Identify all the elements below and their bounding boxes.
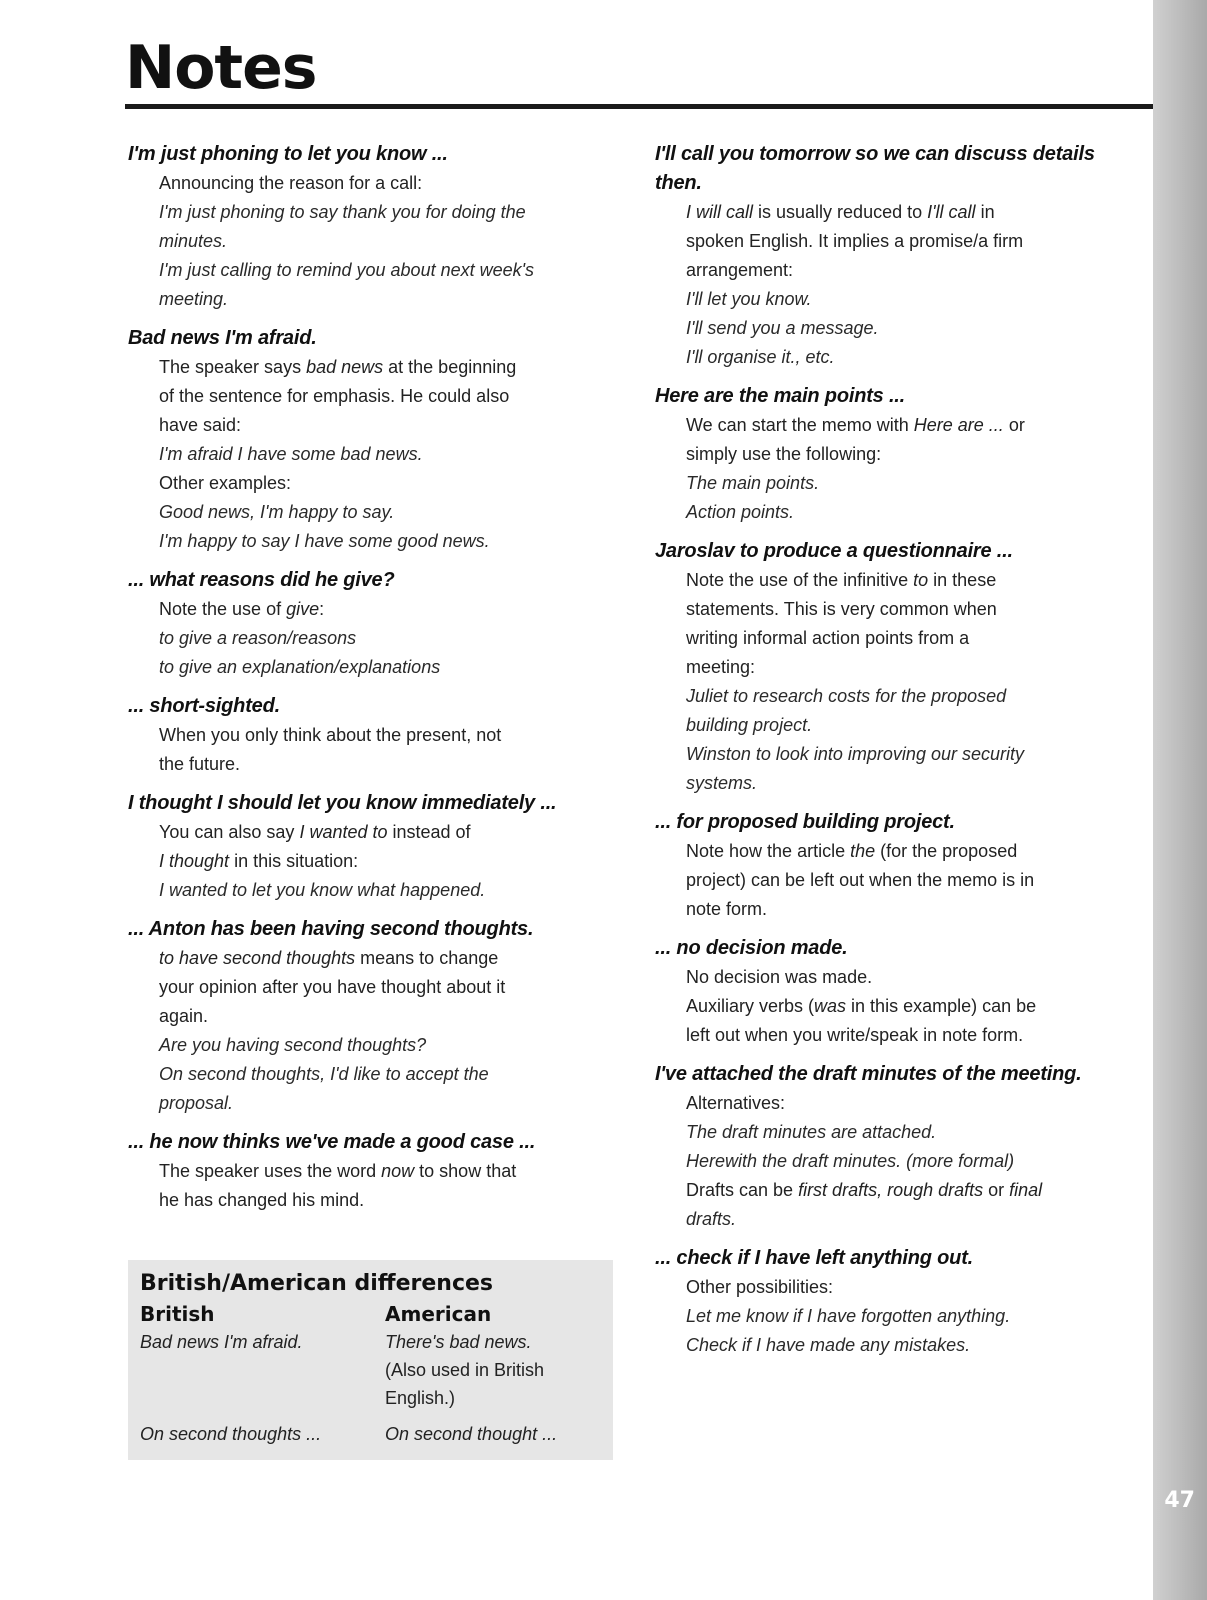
text-run: meeting: — [686, 657, 756, 677]
text-run: to show that — [414, 1161, 517, 1181]
explanation-line — [159, 750, 613, 779]
title-rule — [125, 104, 1155, 109]
note-body — [128, 169, 613, 314]
example-line: I'm just calling to remind you about next week's — [159, 260, 535, 280]
explanation-line — [159, 944, 613, 973]
note-block — [128, 789, 613, 905]
column-header-american: American — [385, 1302, 492, 1326]
text-run: in this example) can be — [846, 996, 1037, 1016]
american-cell — [385, 1420, 605, 1448]
text-run: (for the proposed — [875, 841, 1018, 861]
text-run: note form. — [686, 899, 768, 919]
example-line: drafts. — [686, 1209, 737, 1229]
italic-term: Here are ... — [913, 415, 1004, 435]
explanation-line — [686, 411, 1130, 440]
british-cell: Bad news I'm afraid. — [140, 1332, 303, 1352]
italic-term: bad news — [306, 357, 384, 377]
american-line: On second thought ... — [385, 1424, 558, 1444]
explanation-line — [159, 169, 613, 198]
note-heading: Bad news I'm afraid. — [128, 327, 317, 349]
note-heading: I thought I should let you know immediately ... — [128, 792, 557, 814]
text-run: at the beginning — [383, 357, 517, 377]
note-body — [128, 353, 613, 556]
note-heading: ... for proposed building project. — [655, 811, 955, 833]
text-run: Other examples: — [159, 473, 292, 493]
american-line: English.) — [385, 1388, 456, 1408]
text-run: of the sentence for emphasis. He could also — [159, 386, 510, 406]
example-line: Winston to look into improving our security — [686, 744, 1024, 764]
text-run: means to change — [355, 948, 499, 968]
example-line: The draft minutes are attached. — [686, 1122, 937, 1142]
text-run: Drafts can be — [686, 1180, 799, 1200]
explanation-line — [686, 992, 1130, 1021]
american-line: (Also used in British — [385, 1360, 545, 1380]
explanation-line — [686, 198, 1130, 227]
example-line: I'm just phoning to say thank you for doing the — [159, 202, 526, 222]
differences-table — [140, 1300, 601, 1448]
text-run: The speaker uses the word — [159, 1161, 382, 1181]
explanation-line — [686, 1273, 1130, 1302]
note-body — [655, 566, 1130, 798]
text-run: or — [983, 1180, 1010, 1200]
text-run: spoken English. It implies a promise/a firm — [686, 231, 1024, 251]
explanation-line — [686, 1089, 1130, 1118]
example-line: I'll send you a message. — [686, 318, 879, 338]
explanation-line — [686, 566, 1130, 595]
italic-term: was — [814, 996, 847, 1016]
note-block — [655, 1244, 1130, 1360]
italic-term: first drafts, rough drafts — [798, 1180, 984, 1200]
example-line: Herewith the draft minutes. (more formal) — [686, 1151, 1015, 1171]
italic-term: final — [1009, 1180, 1043, 1200]
example-line: meeting. — [159, 289, 229, 309]
italic-term: to have second thoughts — [159, 948, 356, 968]
text-run: Note how the article — [686, 841, 851, 861]
text-run: left out when you write/speak in note form. — [686, 1025, 1024, 1045]
explanation-line — [686, 256, 1130, 285]
note-block — [128, 324, 613, 556]
italic-term: I'll call — [927, 202, 976, 222]
example-line: to give a reason/reasons — [159, 628, 357, 648]
text-run: project) can be left out when the memo is in — [686, 870, 1035, 890]
text-run: Note the use of the infinitive — [686, 570, 914, 590]
column-header-british: British — [140, 1302, 215, 1326]
note-body — [655, 411, 1130, 527]
text-run: No decision was made. — [686, 967, 873, 987]
note-block — [655, 382, 1130, 527]
text-run: have said: — [159, 415, 242, 435]
note-block — [655, 1060, 1130, 1234]
explanation-line — [159, 595, 613, 624]
note-body — [128, 944, 613, 1118]
example-line: systems. — [686, 773, 758, 793]
text-run: again. — [159, 1006, 209, 1026]
right-column — [655, 140, 1130, 1370]
british-cell: On second thoughts ... — [140, 1424, 322, 1444]
example-line: minutes. — [159, 231, 228, 251]
american-line: There's bad news. — [385, 1332, 532, 1352]
text-run: Auxiliary verbs ( — [686, 996, 815, 1016]
italic-term: give — [286, 599, 320, 619]
note-body — [655, 963, 1130, 1050]
explanation-line — [686, 1021, 1130, 1050]
explanation-line — [159, 973, 613, 1002]
text-run: Note the use of — [159, 599, 287, 619]
explanation-line — [686, 837, 1130, 866]
text-run: in this situation: — [229, 851, 359, 871]
example-line: I'll let you know. — [686, 289, 812, 309]
page-edge-strip — [1153, 0, 1207, 1600]
note-block — [128, 566, 613, 682]
explanation-line — [159, 411, 613, 440]
note-body — [128, 1157, 613, 1215]
italic-term: I wanted to — [299, 822, 388, 842]
note-body — [655, 198, 1130, 372]
example-line: I'm afraid I have some bad news. — [159, 444, 423, 464]
example-line: I wanted to let you know what happened. — [159, 880, 486, 900]
explanation-line — [686, 895, 1130, 924]
text-run: statements. This is very common when — [686, 599, 997, 619]
note-heading: ... no decision made. — [655, 937, 848, 959]
italic-term: to — [913, 570, 929, 590]
note-heading: ... check if I have left anything out. — [655, 1247, 974, 1269]
note-body — [655, 1273, 1130, 1360]
example-line: building project. — [686, 715, 813, 735]
note-body — [655, 1089, 1130, 1234]
italic-term: the — [850, 841, 876, 861]
note-heading: I'll call you tomorrow so we can discuss details then. — [655, 143, 1095, 194]
text-run: your opinion after you have thought about it — [159, 977, 506, 997]
note-heading: Here are the main points ... — [655, 385, 906, 407]
text-run: : — [319, 599, 325, 619]
note-block — [128, 692, 613, 779]
explanation-line — [686, 1176, 1130, 1205]
explanation-line — [159, 1186, 613, 1215]
example-line: I'm happy to say I have some good news. — [159, 531, 490, 551]
explanation-line — [159, 818, 613, 847]
example-line: Action points. — [686, 502, 795, 522]
example-line: Are you having second thoughts? — [159, 1035, 427, 1055]
example-line: On second thoughts, I'd like to accept the — [159, 1064, 489, 1084]
example-line: Check if I have made any mistakes. — [686, 1335, 971, 1355]
text-run: Announcing the reason for a call: — [159, 173, 423, 193]
text-run: writing informal action points from a — [686, 628, 970, 648]
note-body — [655, 837, 1130, 924]
explanation-line — [159, 382, 613, 411]
example-line: Let me know if I have forgotten anything. — [686, 1306, 1011, 1326]
text-run: arrangement: — [686, 260, 794, 280]
note-heading: I've attached the draft minutes of the meeting. — [655, 1063, 1082, 1085]
text-run: he has changed his mind. — [159, 1190, 365, 1210]
note-heading: ... Anton has been having second thoughts. — [128, 918, 534, 940]
explanation-line — [159, 721, 613, 750]
british-american-box — [128, 1260, 613, 1460]
page-title: Notes — [125, 33, 317, 103]
text-run: The speaker says — [159, 357, 307, 377]
explanation-line — [159, 1157, 613, 1186]
note-heading: ... short-sighted. — [128, 695, 280, 717]
page-number: 47 — [1164, 1488, 1195, 1513]
text-run: instead of — [387, 822, 471, 842]
example-line: I'll organise it., etc. — [686, 347, 835, 367]
note-heading: ... he now thinks we've made a good case ... — [128, 1131, 536, 1153]
explanation-line — [686, 963, 1130, 992]
note-heading: I'm just phoning to let you know ... — [128, 143, 448, 165]
note-block — [655, 934, 1130, 1050]
note-block — [655, 808, 1130, 924]
text-run: When you only think about the present, not — [159, 725, 502, 745]
text-run: in — [975, 202, 995, 222]
note-body — [128, 595, 613, 682]
left-column — [128, 140, 613, 1225]
explanation-line — [686, 595, 1130, 624]
example-line: to give an explanation/explanations — [159, 657, 441, 677]
text-run: in these — [928, 570, 997, 590]
italic-term: I thought — [159, 851, 230, 871]
note-body — [128, 818, 613, 905]
explanation-line — [686, 866, 1130, 895]
text-run: Alternatives: — [686, 1093, 786, 1113]
explanation-line — [686, 624, 1130, 653]
explanation-line — [686, 227, 1130, 256]
note-block — [655, 140, 1130, 372]
explanation-line — [159, 469, 613, 498]
text-run: or — [1003, 415, 1025, 435]
text-run: simply use the following: — [686, 444, 882, 464]
explanation-line — [159, 1002, 613, 1031]
explanation-line — [159, 353, 613, 382]
example-line: Juliet to research costs for the proposed — [686, 686, 1007, 706]
text-run: Other possibilities: — [686, 1277, 834, 1297]
text-run: You can also say — [159, 822, 300, 842]
note-block — [128, 915, 613, 1118]
note-block — [128, 1128, 613, 1215]
explanation-line — [686, 440, 1130, 469]
example-line: Good news, I'm happy to say. — [159, 502, 395, 522]
text-run: the future. — [159, 754, 241, 774]
italic-term: now — [381, 1161, 415, 1181]
explanation-line — [686, 653, 1130, 682]
note-block — [655, 537, 1130, 798]
note-heading: ... what reasons did he give? — [128, 569, 395, 591]
american-cell — [385, 1328, 605, 1412]
italic-term: I will call — [686, 202, 754, 222]
text-run: We can start the memo with — [686, 415, 914, 435]
note-block — [128, 140, 613, 314]
box-title: British/American differences — [140, 1271, 493, 1296]
text-run: is usually reduced to — [753, 202, 928, 222]
explanation-line — [159, 847, 613, 876]
example-line: The main points. — [686, 473, 820, 493]
example-line: proposal. — [159, 1093, 234, 1113]
note-heading: Jaroslav to produce a questionnaire ... — [655, 540, 1013, 562]
note-body — [128, 721, 613, 779]
